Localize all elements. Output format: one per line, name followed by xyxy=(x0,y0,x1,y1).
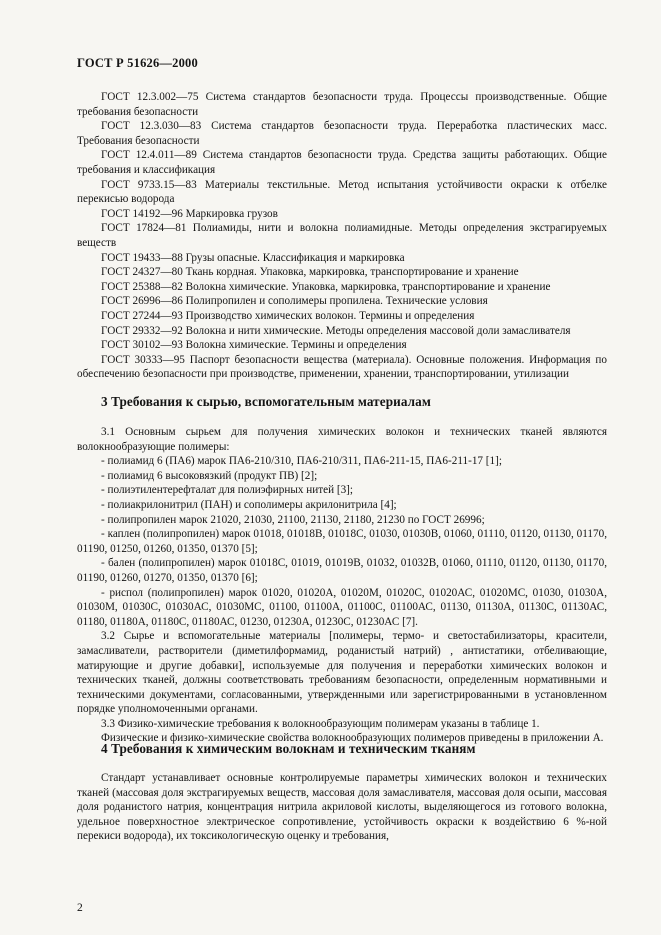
list-item: - полиамид 6 высоковязкий (продукт ПВ) [2]; xyxy=(101,469,318,482)
list-item: - полиамид 6 (ПА6) марок ПА6-210/310, ПА6-210/311, ПА6-211-15, ПА6-211-17 [1]; xyxy=(101,455,502,468)
list-item: - бален (полипропилен) марок 01018С, 01019, 01019В, 01032, 01032В, 01060, 01110, 01120, 01130, 01170, 01190, 01260, 01270, 01350, 01370 [6]; xyxy=(77,557,607,584)
section-4-body xyxy=(77,771,607,844)
reference-item: ГОСТ 12.3.030—83 Система стандартов безопасности труда. Переработка пластических масс. Требования безопасности xyxy=(77,120,607,147)
section-3-heading: 3 Требования к сырью, вспомогательным материалам xyxy=(101,394,431,409)
paragraph: Физические и физико-химические свойства волокнообразующих полимеров приведены в приложении А. xyxy=(101,732,604,745)
reference-item: ГОСТ 30333—95 Паспорт безопасности вещества (материала). Основные положения. Информация по обеспечению безопасности при производстве, применении, хранении, транспортировании, утилизации xyxy=(77,353,607,381)
page-number: 2 xyxy=(77,902,83,914)
list-item: - риспол (полипропилен) марок 01020, 01020А, 01020М, 01020С, 01020АС, 01020МС, 01030, 01030А, 01030М, 01030С, 01030АС, 01030МС, 01100, 01100А, 01100С, 01100АС, 01130, 01130А, 01130С, 01130АС, 01180, 01180А, 01180С, 01180АС, 01230, 01230А, 01230С, 01230АС [7]. xyxy=(77,586,607,628)
paragraph: Стандарт устанавливает основные контролируемые параметры химических волокон и технических тканей (массовая доля экстрагируемых веществ, массовая доля замасливателя, массовая доля осыпи, массовая доля роданистого натрия, концентрация нитрила акриловой кислоты, выделяющегося из готового волокна, удельное поверхностное электрическое сопротивление, устойчивость окраски к воздействию 6 %-ной перекиси водорода), их токсикологическую оценку и требования, xyxy=(77,772,607,843)
reference-item: ГОСТ 9733.15—83 Материалы текстильные. Метод испытания устойчивости окраски к отбелке перекисью водорода xyxy=(77,178,607,206)
page-header: ГОСТ Р 51626—2000 xyxy=(77,56,198,70)
reference-item: ГОСТ 14192—96 Маркировка грузов xyxy=(101,207,278,220)
section-4-heading: 4 Требования к химическим волокнам и техническим тканям xyxy=(101,741,476,756)
list-item: - каплен (полипропилен) марок 01018, 01018В, 01018С, 01030, 01030В, 01060, 01110, 01120, 01130, 01170, 01190, 01250, 01260, 01350, 01370 [5]; xyxy=(77,528,607,555)
reference-item: ГОСТ 12.4.011—89 Система стандартов безопасности труда. Средства защиты работающих. Общие требования и классификация xyxy=(77,149,607,176)
reference-item: ГОСТ 17824—81 Полиамиды, нити и волокна полиамидные. Методы определения экстрагируемых веществ xyxy=(77,222,607,249)
reference-item: ГОСТ 12.3.002—75 Система стандартов безопасности труда. Процессы производственные. Общие требования безопасности xyxy=(77,91,607,118)
list-item: - полипропилен марок 21020, 21030, 21100, 21130, 21180, 21230 по ГОСТ 26996; xyxy=(101,513,485,526)
reference-item: ГОСТ 30102—93 Волокна химические. Термины и определения xyxy=(101,339,407,352)
paragraph: 3.3 Физико-химические требования к волокнообразующим полимерам указаны в таблице 1. xyxy=(101,717,540,730)
normative-references xyxy=(77,90,607,382)
list-item: - полиэтилентерефталат для полиэфирных нитей [3]; xyxy=(101,484,354,497)
reference-item: ГОСТ 27244—93 Производство химических волокон. Термины и определения xyxy=(101,309,475,322)
paragraph: 3.2 Сырье и вспомогательные материалы [полимеры, термо- и светостабилизаторы, красители, замасливатели, растворители (диметилформамид, роданистый натрий) , антистатики, отбеливающие, матирующие и другие добавки], используемые для получения и переработки химических волокон и технических тканей, должны соответствовать требованиям безопасности, определенным нормативными и техническими документами, согласованными, утвержденными или зарегистрированными в установленном порядке уполномоченными органами. xyxy=(77,630,607,716)
reference-item: ГОСТ 29332—92 Волокна и нити химические. Методы определения массовой доли замасливателя xyxy=(101,324,571,337)
reference-item: ГОСТ 24327—80 Ткань кордная. Упаковка, маркировка, транспортирование и хранение xyxy=(101,266,519,279)
paragraph: 3.1 Основным сырьем для получения химических волокон и технических тканей являются волокнообразующие полимеры: xyxy=(77,426,607,453)
reference-item: ГОСТ 25388—82 Волокна химические. Упаковка, маркировка, транспортирование и хранение xyxy=(101,280,551,293)
reference-item: ГОСТ 19433—88 Грузы опасные. Классификация и маркировка xyxy=(101,251,405,264)
section-3-body xyxy=(77,425,607,746)
reference-item: ГОСТ 26996—86 Полипропилен и сополимеры пропилена. Технические условия xyxy=(101,295,488,308)
list-item: - полиакрилонитрил (ПАН) и сополимеры акрилонитрила [4]; xyxy=(101,498,397,511)
